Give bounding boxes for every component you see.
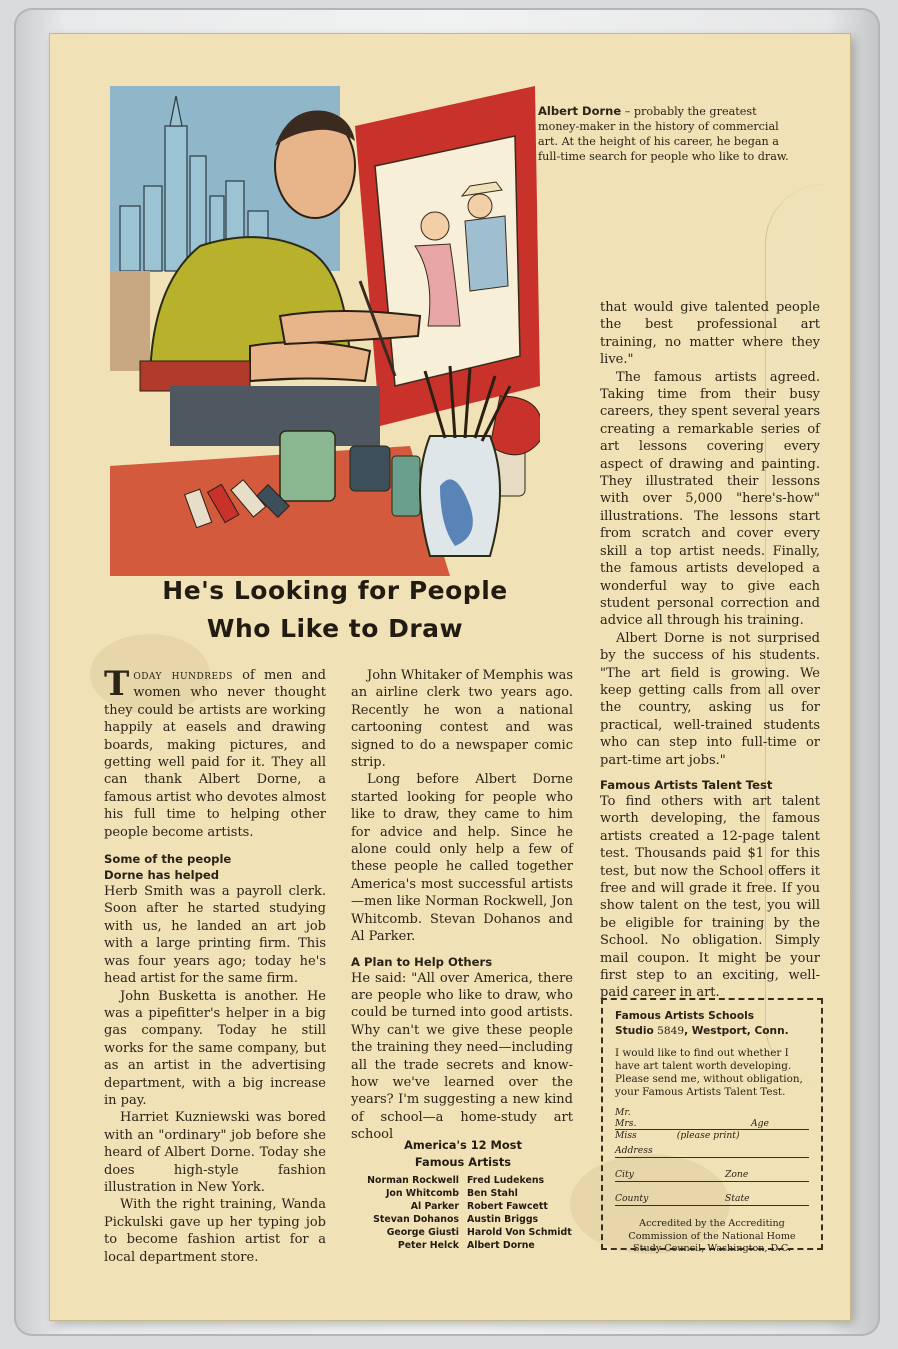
drawn-cowboy-body xyxy=(465,216,508,291)
artist-name: Ben Stahl xyxy=(467,1188,518,1199)
name-age-line[interactable] xyxy=(615,1118,809,1130)
miss-line xyxy=(615,1130,809,1141)
mixing-bowl xyxy=(490,396,540,455)
famous-title-line-2: Famous Artists xyxy=(414,1154,512,1169)
artist-name: Al Parker xyxy=(410,1201,459,1212)
paragraph-artists-agreed: The famous artists agreed. Taking time from their busy careers, they spent several years creating a remarkable series of art lessons covering every aspect of drawing and painting. They illustrated their lessons with over 5,000 "here's-how" illustrations. The lessons start from scratch and cover every skill a top artist needs. Finally, the famous artists developed a wonderful way to give each student personal correction and advice all through his training. xyxy=(600,369,820,629)
paragraph-john-busketta: John Busketta is another. He was a pipefitter's helper in a big gas company. Today he still works for the same company, but as an artist in the advertising department, with a big increase in pay. xyxy=(104,988,326,1108)
artist-name: Jon Whitcomb xyxy=(385,1188,459,1199)
famous-title xyxy=(348,1137,578,1170)
county-label: County xyxy=(615,1193,649,1204)
subhead-people-helped xyxy=(104,851,326,883)
accreditation-note: Accredited by the Accrediting Commission of the National Home Study Council, Washington, D.C. xyxy=(628,1218,796,1254)
mrs-label: Mrs. xyxy=(615,1118,637,1129)
paragraph-continued: that would give talented people the best professional art training, no matter where they live." xyxy=(600,300,820,368)
coupon-town: , Westport, Conn. xyxy=(684,1025,789,1037)
paragraph-herb-smith: Herb Smith was a payroll clerk. Soon after he started studying with us, he landed an art job with a large printing firm. This was four years ago; today he's head artist for the same firm. xyxy=(104,884,326,987)
intro-text: of men and women who never thought they could be artists are working happily at easels and drawing boards, making pictures, and getting well paid for it. They all can thank Albert Dorne, a famous artist who devotes almost his full time to helping other people become artists. xyxy=(104,668,326,840)
artist-name: Robert Fawcett xyxy=(467,1201,548,1212)
coupon-address-line xyxy=(615,1024,809,1039)
zone-label: Zone xyxy=(725,1169,749,1180)
ad-headline xyxy=(110,572,560,648)
paragraph-he-said: He said: "All over America, there are people who like to draw, who could be turned into good artists. Why can't we give these people the training they need—including all the trade secrets and know-how we've learned over the years? I'm suggesting a new kind of school—a home-study art school xyxy=(351,970,573,1143)
article-column-3 xyxy=(600,299,820,1002)
subhead-line-2: Dorne has helped xyxy=(104,868,220,883)
coupon-salutation-field[interactable] xyxy=(615,1107,809,1141)
illustration-caption xyxy=(538,104,798,164)
man-pants xyxy=(170,386,380,446)
intro-lead: oday hundreds xyxy=(133,668,233,683)
drawn-cowboy-head xyxy=(468,194,492,218)
county-state-field[interactable] xyxy=(615,1192,809,1206)
miss-label: Miss xyxy=(615,1130,637,1141)
paragraph-john-whitaker: John Whitaker of Memphis was an airline clerk two years ago. Recently he won a national cartooning contest and was signed to do a newspaper comic strip. xyxy=(351,668,574,771)
artist-at-easel-drawing xyxy=(110,86,540,576)
caption-name: Albert Dorne xyxy=(538,104,622,118)
please-print-label: (please print) xyxy=(676,1130,740,1141)
coupon-intro: I would like to find out whether I have art talent worth developing. Please send me, without obligation, your Famous Artists Talent Test. xyxy=(615,1047,803,1098)
artist-name: Harold Von Schmidt xyxy=(467,1227,572,1238)
subhead-line-1: Some of the people xyxy=(104,852,232,867)
paragraph-harriet-kuzniewski: Harriet Kuzniewski was bored with an "ordinary" job before she heard of Albert Dorne. Today she does high-style fashion illustration in New York. xyxy=(104,1110,326,1195)
window-frame xyxy=(110,271,150,371)
artist-name: Fred Ludekens xyxy=(467,1175,545,1186)
paragraph-wanda-pickulski: With the right training, Wanda Pickulski gave up her typing job to become fashion artist for a local department store. xyxy=(104,1197,326,1265)
artist-names-grid xyxy=(348,1174,578,1252)
subhead-plan: A Plan to Help Others xyxy=(351,954,493,969)
caption-text: – probably the greatest money-maker in the history of commercial art. At the height of his career, he began a full-time search for people who like to draw. xyxy=(538,105,789,163)
intro-paragraph xyxy=(104,664,326,841)
city-label: City xyxy=(615,1169,634,1180)
artist-name: George Giusti xyxy=(386,1227,459,1238)
paragraph-not-surprised: Albert Dorne is not surprised by the success of his students. "The art field is growing. We keep getting calls from all over the country, asking us for practical, well-trained students who can step into full-time or part-time art jobs." xyxy=(600,630,820,768)
mail-coupon[interactable] xyxy=(601,998,823,1254)
mr-label: Mr. xyxy=(615,1107,631,1118)
artist-name: Albert Dorne xyxy=(467,1240,535,1251)
paragraph-long-before: Long before Albert Dorne started looking for people who like to draw, they came to him for advice and help. Since he alone could only help a few of these people he called together America's most successful artists —men like Norman Rockwell, Jon Whitcomb. Stevan Dohanos and Al Parker. xyxy=(351,772,573,945)
famous-title-line-1: America's 12 Most xyxy=(404,1138,522,1152)
article-column-1 xyxy=(104,664,326,1266)
artist-name: Peter Helck xyxy=(397,1240,459,1251)
headline-line-1: He's Looking for People xyxy=(162,576,508,605)
subhead-talent-test: Famous Artists Talent Test xyxy=(600,777,773,792)
paragraph-talent-test: To find others with art talent worth developing, the famous artists created a 12-page talent test. Thousands paid $1 for this test, but now the School offers it free and will grade it free. If you show talent on the test, you will be eligible for training by the School. No obligation. Simply mail coupon. It might be your first step to an exciting, well-paid career in art. xyxy=(600,793,820,1001)
artist-name: Norman Rockwell xyxy=(367,1175,459,1186)
city-zone-field[interactable] xyxy=(615,1168,809,1182)
drawn-woman-head xyxy=(421,212,449,240)
drop-cap: T xyxy=(104,664,130,704)
artist-name: Stevan Dohanos xyxy=(373,1214,459,1225)
headline-line-2: Who Like to Draw xyxy=(206,614,464,643)
coupon-school-name: Famous Artists Schools xyxy=(615,1010,755,1022)
age-label: Age xyxy=(751,1118,769,1129)
state-label: State xyxy=(725,1193,750,1204)
coupon-studio-label: Studio xyxy=(615,1025,654,1037)
article-column-2 xyxy=(351,667,573,1144)
address-field[interactable] xyxy=(615,1144,809,1158)
address-label: Address xyxy=(615,1145,653,1156)
man-arm xyxy=(250,342,370,381)
albert-dorne-illustration xyxy=(110,86,540,576)
famous-artists-box xyxy=(348,1137,578,1252)
coupon-studio-number: 5849 xyxy=(653,1025,685,1037)
artist-name: Austin Briggs xyxy=(467,1214,539,1225)
